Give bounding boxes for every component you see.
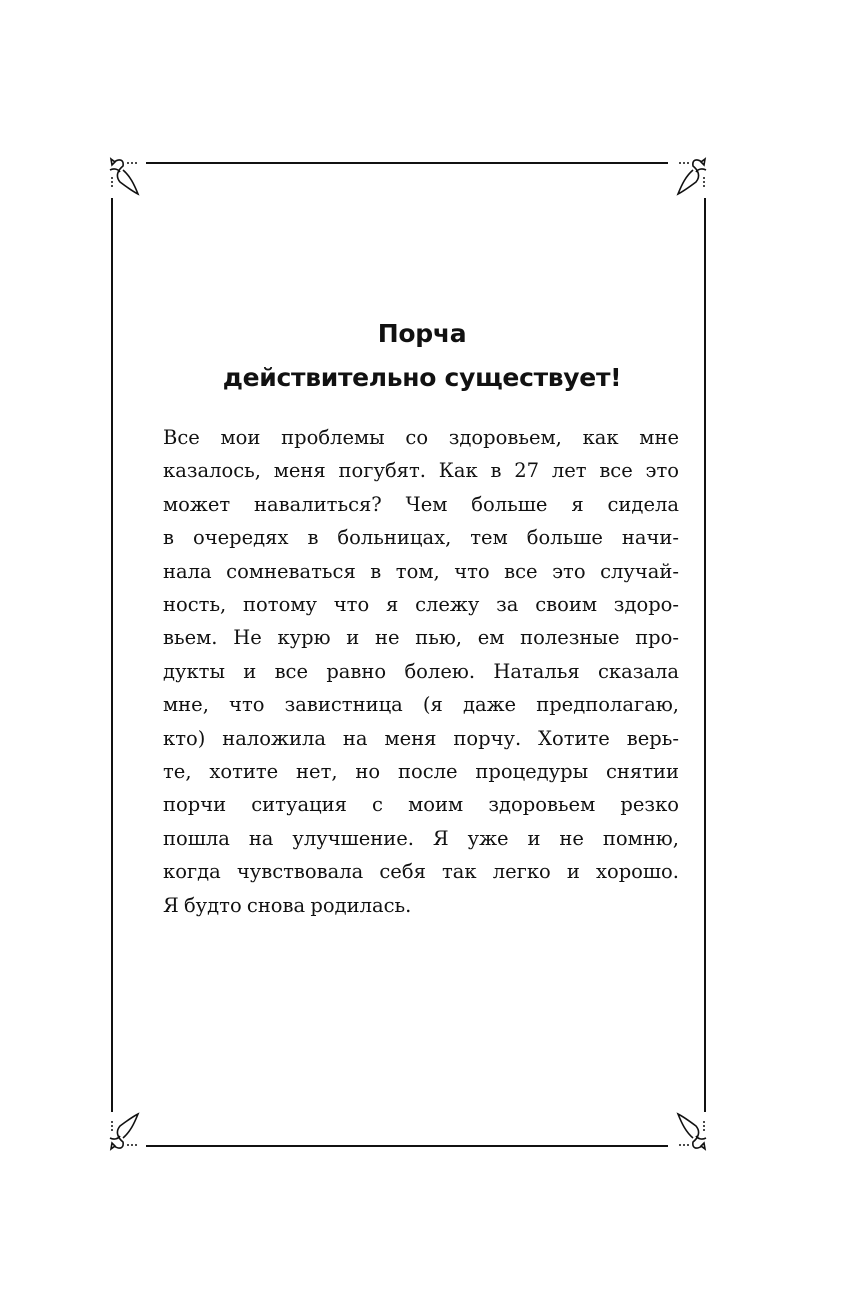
frame-top-line (146, 162, 668, 164)
title-line: действительно существует! (222, 363, 622, 392)
body-text (163, 421, 679, 922)
text-line: в очередях в больницах, тем больше начи- (163, 526, 679, 550)
text-line: дукты и все равно болею. Наталья сказала (163, 659, 679, 683)
text-line: вьем. Не курю и не пью, ем полезные про- (163, 626, 679, 650)
corner-ornament-icon (106, 156, 146, 196)
text-line: кто) наложила на меня порчу. Хотите верь- (163, 726, 679, 750)
text-line: когда чувствовала себя так легко и хорошо. (163, 860, 679, 884)
text-line: может навалиться? Чем больше я сидела (163, 492, 679, 516)
text-line: ность, потому что я слежу за своим здоро- (163, 593, 679, 617)
text-line: казалось, меня погубят. Как в 27 лет все это (163, 459, 679, 483)
text-line: Я будто снова родилась. (163, 893, 412, 917)
text-line: пошла на улучшение. Я уже и не помню, (163, 826, 679, 850)
corner-ornament-icon (106, 1112, 146, 1152)
corner-ornament-icon (670, 156, 710, 196)
text-line: порчи ситуация с моим здоровьем резко (163, 793, 679, 817)
text-line: мне, что завистница (я даже предполагаю, (163, 693, 679, 717)
title-line: Порча (377, 319, 467, 348)
text-line: нала сомневаться в том, что все это случай- (163, 559, 679, 583)
text-line: Все мои проблемы со здоровьем, как мне (163, 426, 679, 449)
page-title (112, 312, 732, 400)
frame-bottom-line (146, 1145, 668, 1147)
text-line: те, хотите нет, но после процедуры снятии (163, 760, 679, 784)
corner-ornament-icon (670, 1112, 710, 1152)
